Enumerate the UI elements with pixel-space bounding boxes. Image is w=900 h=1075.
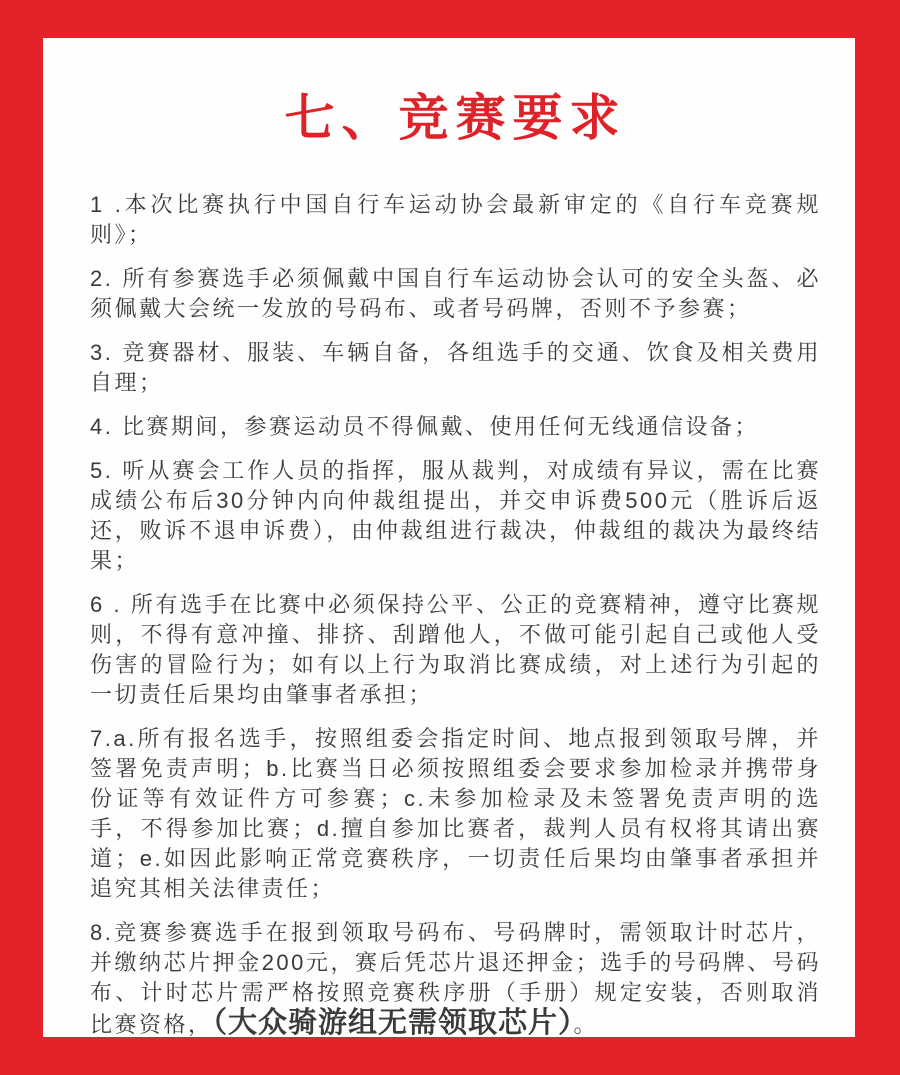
rule-8-text: 8.竞赛参赛选手在报到领取号码布、号码牌时，需领取计时芯片，并缴纳芯片押金200元，赛后凭芯片退还押金；选手的号码牌、号码布、计时芯片需严格按照竞赛秩序册（手册）规定安装，否则取消比赛资格， (90, 920, 821, 1037)
rule-item-1: 1 .本次比赛执行中国自行车运动协会最新审定的《自行车竞赛规则》； (90, 192, 821, 247)
rule-item-3: 3. 竞赛器材、服装、车辆自备，各组选手的交通、饮食及相关费用自理； (90, 340, 821, 395)
rule-item-6: 6 . 所有选手在比赛中必须保持公平、公正的竞赛精神，遵守比赛规则，不得有意冲撞、排挤、刮蹭他人，不做可能引起自己或他人受伤害的冒险行为；如有以上行为取消比赛成绩，对上述行为引起的一切责任后果均由肇事者承担； (90, 592, 821, 707)
rule-item-7: 7.a.所有报名选手，按照组委会指定时间、地点报到领取号牌，并签署免责声明；b.比赛当日必须按照组委会要求参加检录并携带身份证等有效证件方可参赛；c.未参加检录及未签署免责声明的选手，不得参加比赛；d.擅自参加比赛者，裁判人员有权将其请出赛道；e.如因此影响正常竞赛秩序，一切责任后果均由肇事者承担并追究其相关法律责任； (90, 726, 821, 901)
rule-item-2: 2. 所有参赛选手必须佩戴中国自行车运动协会认可的安全头盔、必须佩戴大会统一发放的号码布、或者号码牌，否则不予参赛； (90, 266, 821, 321)
rule-item-4: 4. 比赛期间，参赛运动员不得佩戴、使用任何无线通信设备； (90, 414, 759, 439)
rule-item-8 (90, 918, 821, 1040)
page-title: 七、竞赛要求 (284, 90, 627, 146)
rule-8-suffix: 。 (573, 1012, 599, 1037)
rule-item-5: 5. 听从赛会工作人员的指挥，服从裁判，对成绩有异议，需在比赛成绩公布后30分钟内向仲裁组提出，并交申诉费500元（胜诉后返还，败诉不退申诉费），由仲裁组进行裁决，仲裁组的裁决为最终结果； (90, 458, 821, 573)
rule-8-emphasis: （大众骑游组无需领取芯片） (212, 1007, 574, 1039)
content-sheet (43, 38, 855, 1037)
